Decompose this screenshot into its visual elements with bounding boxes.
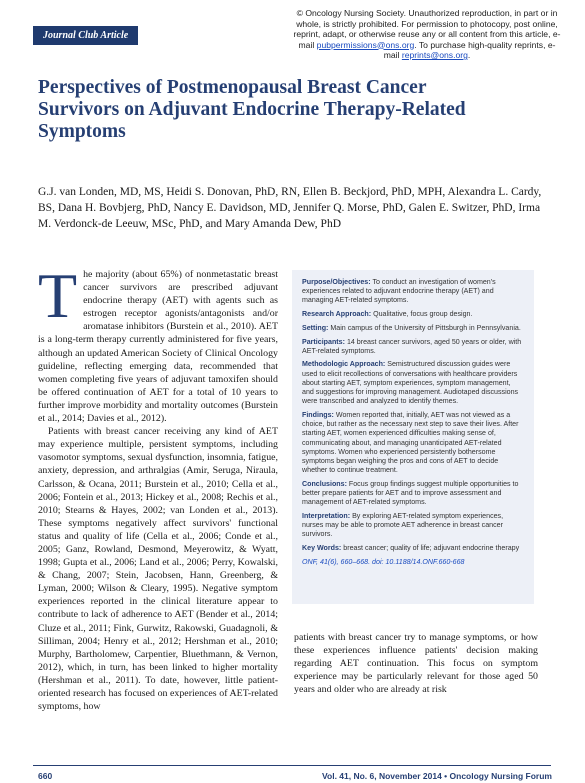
abstract-conclusions-label: Conclusions: [302, 479, 347, 488]
copyright-mid: . To purchase high-quality reprints, e-mail [383, 39, 556, 60]
body-paragraph-2: Patients with breast cancer receiving any kind of AET may experience multiple, persistent symptoms, including vasomotor symptoms, sexual dysfunction, insomnia, fatigue, anxiety, depression, and arthralgias (Amir, Seruga, Niraula, Carlsson, & Ocana, 2011; Burstein et al., 2010; Cella et al., 2006; Fontein et al., 2013; Hickey et al., 2008; Rechis et al., 2010; Stearns & Hayes, 2002; van Londen et al., 2013). These symptoms negatively affect survivors' functional status and quality of life (Cella et al., 2006; Conde et al., 2005; Ganz, Rowland, Desmond, Meyerowitz, & Wyatt, 1998; Gupta et al., 2006; Land et al., 2006; Perry, Kowalski, & Chang, 2007; Stein, Jacobsen, Hann, Greenberg, & Lyman, 2000; Wilson & Cleary, 1995). Negative symptom experiences reported in the clinical literature appear to contribute to lack of adherence to AET (Bender et al., 2014; Cluze et al., 2011; Fink, Gurwitz, Rakowski, Guadagnoli, & Silliman, 2004; Henry et al., 2012; Hershman et al., 2010; Murphy, Bartholomew, Carpentier, Bluethmann, & Vernon, 2012), which, in turn, has been linked to higher mortality (Hershman et al., 2011). To date, however, little patient-oriented research has focused on experiences of AET-related symptoms, how [38, 426, 278, 713]
abstract-approach-text: Qualitative, focus group design. [371, 310, 473, 319]
copyright-notice [292, 8, 562, 61]
abstract-findings-label: Findings: [302, 410, 334, 419]
body-paragraph-3: patients with breast cancer try to manage symptoms, or how these experiences influence patients' decision making regarding AET continuation. This focus on symptom experience may be particularly relevant for those aged 50 years and older who are already at risk [294, 632, 538, 696]
abstract-setting [302, 324, 524, 333]
abstract-setting-label: Setting: [302, 323, 329, 332]
journal-footer: Vol. 41, No. 6, November 2014 • Oncology Nursing Forum [321, 771, 552, 781]
abstract-box [292, 270, 534, 604]
body-column-left [38, 260, 278, 713]
abstract-keywords-text: breast cancer; quality of life; adjuvant endocrine therapy [341, 544, 520, 553]
abstract-objectives [302, 278, 524, 306]
abstract-keywords-label: Key Words: [302, 544, 342, 553]
copyright-end: . [467, 50, 471, 60]
body-paragraph-1-text: he majority (about 65%) of nonmetastatic breast cancer survivors are prescribed adjuvant endocrine therapy (AET) with agents such as estrogen receptor agonists/antagonists and/or aromatase inhibitors (Burstein et al., 2010). AET is a long-term therapy currently administered for five years, although an updated American Society of Clinical Oncology guideline, reflecting emerging data, recommended that women completing five years of adjuvant tamoxifen should be offered continuation of AET for a total of 10 years to further improve morbidity and mortality outcomes (Burstein et al., 2014; Davies et al., 2012). [38, 269, 278, 425]
article-type-badge: Journal Club Article [33, 26, 138, 45]
abstract-setting-text: Main campus of the University of Pittsburgh in Pennsylvania. [328, 323, 521, 332]
abstract-keywords [302, 544, 524, 553]
footer-rule [33, 765, 551, 766]
abstract-interpretation [302, 512, 524, 540]
abstract-method-text: Semistructured discussion guides were used to elicit recollections of conversations with healthcare providers about starting AET, symptom experiences, symptom management, and suggestions for improving management. Audiotaped discussions were transcribed and analyzed to identify themes. [302, 360, 519, 406]
drop-cap: T [38, 260, 78, 331]
abstract-citation [302, 558, 524, 567]
copyright-text: © Oncology Nursing Society. Unauthorized reproduction, in part or in whole, is strictly prohibited. For permission to photocopy, post online, reprint, adapt, or otherwise reuse any or all content from this article, e-mail [293, 8, 561, 50]
abstract-objectives-text: To conduct an investigation of women's experiences related to adjuvant endocrine therapy (AET) and managing AET-related symptoms. [302, 278, 496, 305]
abstract-conclusions [302, 480, 524, 508]
abstract-approach [302, 310, 524, 319]
abstract-method [302, 360, 524, 406]
abstract-interpretation-label: Interpretation: [302, 511, 351, 520]
abstract-interpretation-text: By exploring AET-related symptom experiences, nurses may be able to promote AET adherence in breast cancer survivors. [302, 511, 504, 539]
permissions-email-link[interactable]: pubpermissions@ons.org [316, 39, 415, 50]
body-column-right [294, 631, 538, 696]
reprints-email-link[interactable]: reprints@ons.org [401, 50, 468, 60]
body-paragraph-1 [38, 260, 278, 425]
page-number: 660 [38, 771, 53, 781]
abstract-findings [302, 411, 524, 475]
abstract-findings-text: Women reported that, initially, AET was not viewed as a choice, but rather as the necessary next step to save their lives. After starting AET, women experienced difficulties making sense of, communicating about, and managing unanticipated AET-related symptoms. Women who experienced persistently bothersome symptoms began weighing the pros and cons of AET to decide whether to continue treatment. [302, 410, 519, 475]
abstract-participants-label: Participants: [302, 337, 345, 346]
abstract-approach-label: Research Approach: [302, 310, 372, 319]
abstract-conclusions-text: Focus group findings suggest multiple opportunities to better prepare patients for AET and to improve assessment and management of AET-related symptoms. [302, 479, 519, 507]
article-title: Perspectives of Postmenopausal Breast Cancer Survivors on Adjuvant Endocrine Therapy-Related Symptoms [38, 77, 466, 142]
abstract-participants [302, 338, 524, 356]
abstract-method-label: Methodologic Approach: [302, 360, 386, 369]
author-list: G.J. van Londen, MD, MS, Heidi S. Donovan, PhD, RN, Ellen B. Beckjord, PhD, MPH, Alexandra L. Cardy, BS, Dana H. Bovbjerg, PhD, Nancy E. Davidson, MD, Jennifer Q. Morse, PhD, Galen E. Switzer, PhD, Irma M. Verdonck-de Leeuw, MSc, PhD, and Mary Amanda Dew, PhD [38, 186, 542, 230]
abstract-objectives-label: Purpose/Objectives: [302, 278, 371, 286]
abstract-participants-text: 14 breast cancer survivors, aged 50 years or older, with AET-related symptoms. [302, 337, 522, 355]
citation-doi-link[interactable]: ONF, 41(6), 660–668. doi: 10.1188/14.ONF.660-668 [302, 557, 465, 566]
